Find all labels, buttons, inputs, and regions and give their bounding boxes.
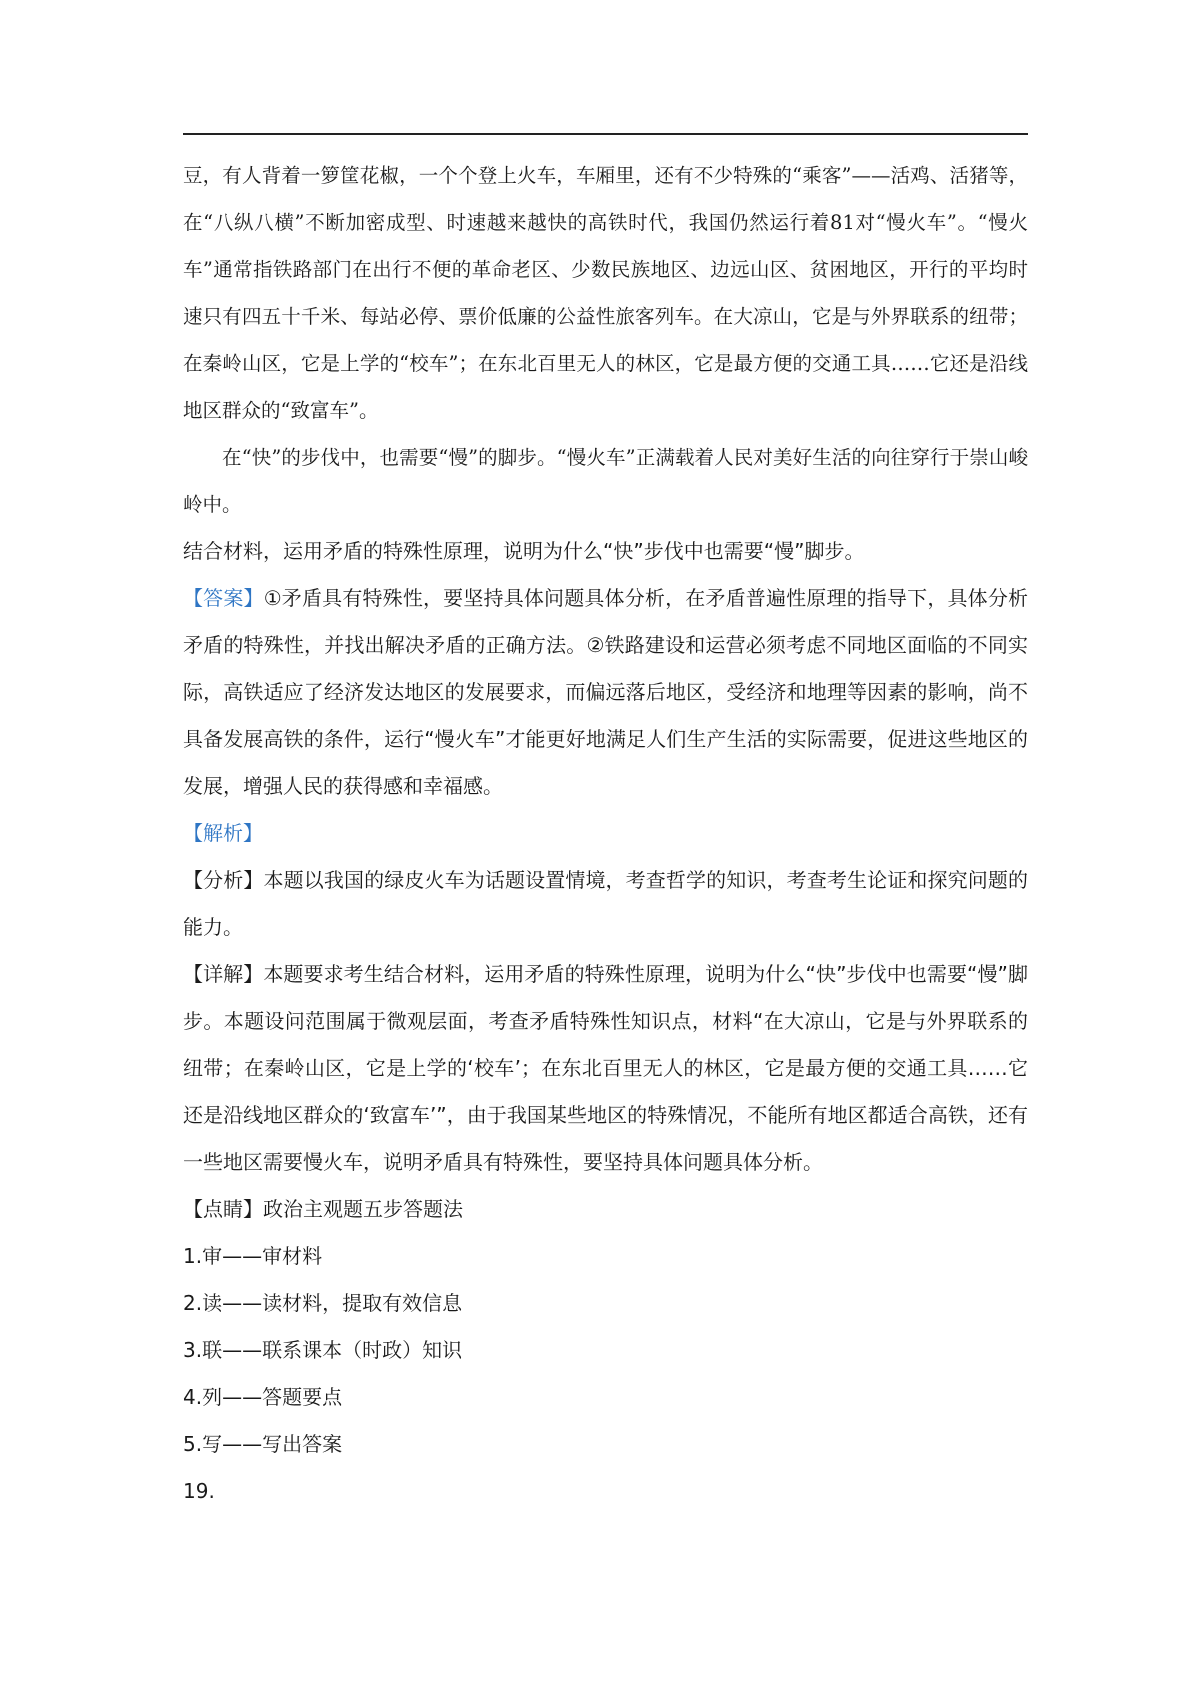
material-paragraph-1: 豆，有人背着一箩筐花椒，一个个登上火车，车厢里，还有不少特殊的“乘客”——活鸡、活猪等，在“八纵八横”不断加密成型、时速越来越快的高铁时代，我国仍然运行着81对“慢火车”。“慢火车”通常指铁路部门在出行不便的革命老区、少数民族地区、边远山区、贫困地区，开行的平均时速只有四五十千米、每站必停、票价低廉的公益性旅客列车。在大凉山，它是与外界联系的纽带；在秦岭山区，它是上学的“校车”；在东北百里无人的林区，它是最方便的交通工具……它还是沿线地区群众的“致富车”。 bbox=[183, 164, 1028, 422]
header-rule bbox=[183, 133, 1028, 135]
step-item-5: 5.写——写出答案 bbox=[183, 1432, 343, 1456]
step-item-3: 3.联——联系课本（时政）知识 bbox=[183, 1338, 463, 1362]
answer-paragraph bbox=[183, 575, 1028, 810]
answer-text: ①矛盾具有特殊性，要坚持具体问题具体分析，在矛盾普遍性原理的指导下，具体分析矛盾的特殊性，并找出解决矛盾的正确方法。②铁路建设和运营必须考虑不同地区面临的不同实际，高铁适应了经济发达地区的发展要求，而偏远落后地区，受经济和地理等因素的影响，尚不具备发展高铁的条件，运行“慢火车”才能更好地满足人们生产生活的实际需要，促进这些地区的发展，增强人民的获得感和幸福感。 bbox=[183, 586, 1029, 798]
question-text: 结合材料，运用矛盾的特殊性原理，说明为什么“快”步伐中也需要“慢”脚步。 bbox=[183, 539, 865, 563]
analysis-fenxi: 【分析】本题以我国的绿皮火车为话题设置情境，考查哲学的知识，考查考生论证和探究问题的能力。 bbox=[183, 868, 1028, 939]
step-item-4: 4.列——答题要点 bbox=[183, 1385, 343, 1409]
answer-tag: 【答案】 bbox=[183, 586, 264, 610]
analysis-tag: 【解析】 bbox=[183, 821, 263, 845]
step-item-1: 1.审——审材料 bbox=[183, 1244, 323, 1268]
analysis-dianjing: 【点睛】政治主观题五步答题法 bbox=[183, 1197, 463, 1221]
page-content bbox=[183, 152, 1028, 1515]
step-item-2: 2.读——读材料，提取有效信息 bbox=[183, 1291, 463, 1315]
analysis-tag-line bbox=[183, 810, 1028, 857]
next-question-number: 19. bbox=[183, 1479, 215, 1503]
analysis-xiangjie: 【详解】本题要求考生结合材料，运用矛盾的特殊性原理，说明为什么“快”步伐中也需要“慢”脚步。本题设问范围属于微观层面，考查矛盾特殊性知识点，材料“在大凉山，它是与外界联系的纽带；在秦岭山区，它是上学的‘校车’；在东北百里无人的林区，它是最方便的交通工具……它还是沿线地区群众的‘致富车’”，由于我国某些地区的特殊情况，不能所有地区都适合高铁，还有一些地区需要慢火车，说明矛盾具有特殊性，要坚持具体问题具体分析。 bbox=[183, 962, 1028, 1174]
material-paragraph-2: 在“快”的步伐中，也需要“慢”的脚步。“慢火车”正满载着人民对美好生活的向往穿行于崇山峻岭中。 bbox=[183, 446, 1028, 516]
